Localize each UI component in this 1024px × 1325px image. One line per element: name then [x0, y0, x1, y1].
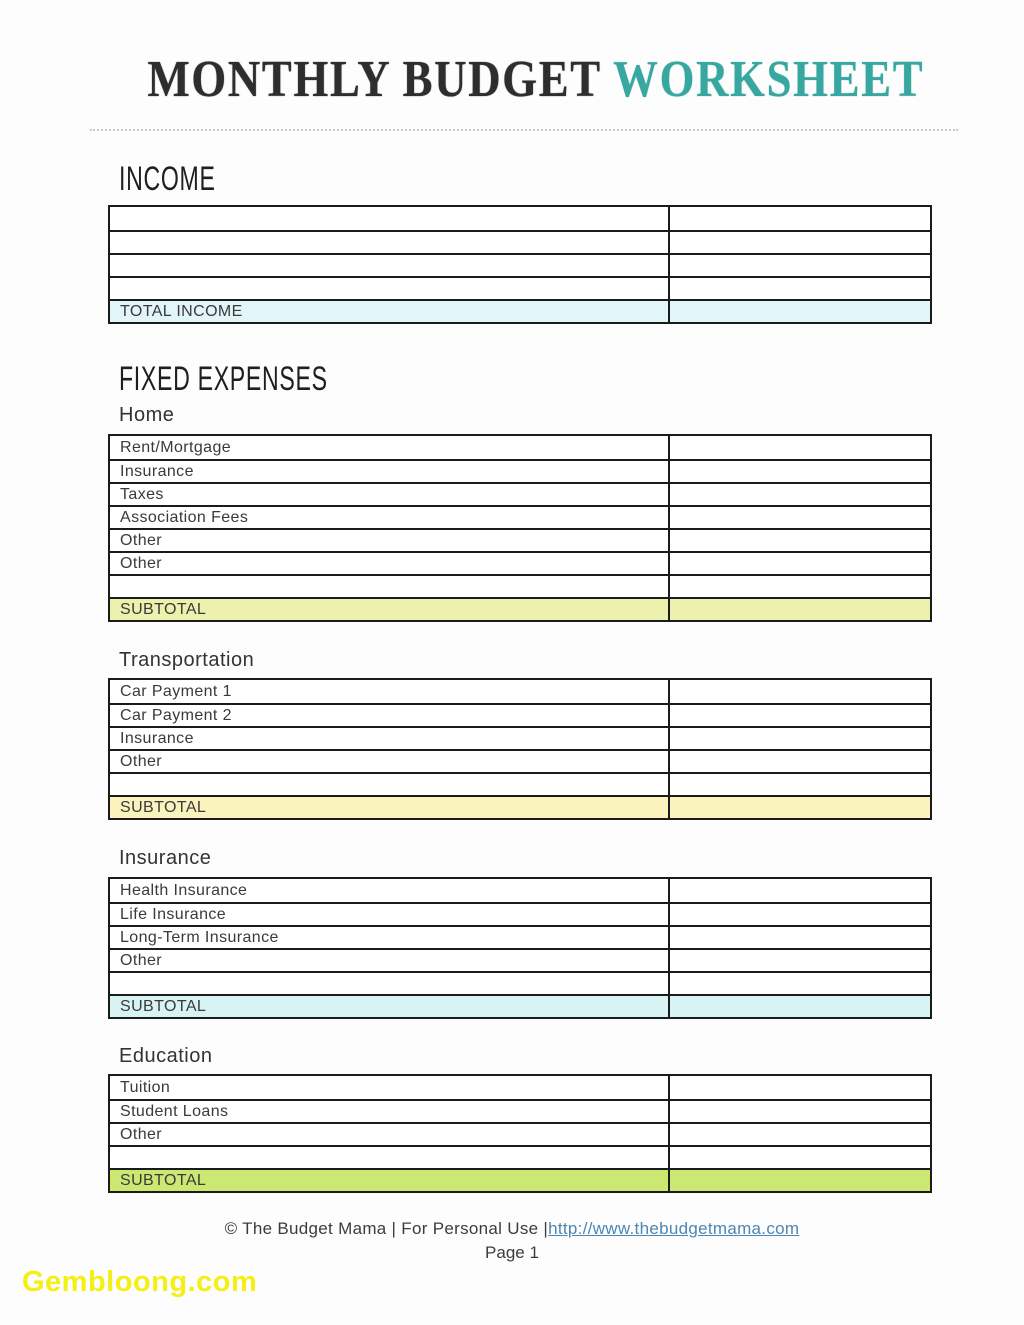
amount-cell — [668, 507, 930, 528]
expense-row — [110, 551, 930, 574]
expense-row — [110, 703, 930, 726]
expense-row — [110, 505, 930, 528]
transportation-expenses-table — [108, 678, 932, 820]
amount-cell — [668, 461, 930, 482]
subtotal-label: SUBTOTAL — [120, 600, 207, 618]
expense-row — [110, 879, 930, 902]
item-label-cell: Rent/Mortgage — [120, 438, 232, 456]
income-row-empty — [110, 276, 930, 299]
amount-cell — [668, 927, 930, 948]
amount-cell — [668, 1124, 930, 1145]
title-worksheet: WORKSHEET — [612, 51, 924, 108]
title-divider — [90, 129, 958, 131]
fixed-expenses-section-heading — [119, 360, 426, 399]
expense-row — [110, 1122, 930, 1145]
amount-cell — [668, 751, 930, 772]
amount-cell — [668, 879, 930, 902]
item-label-cell: Car Payment 1 — [120, 682, 232, 700]
amount-cell — [668, 797, 930, 818]
amount-cell — [668, 436, 930, 459]
item-label-cell: Insurance — [120, 729, 194, 747]
amount-cell — [668, 705, 930, 726]
subtotal-label: SUBTOTAL — [120, 1171, 207, 1189]
subtotal-label: SUBTOTAL — [120, 798, 207, 816]
item-label-cell: Association Fees — [120, 508, 249, 526]
item-label-cell: Other — [120, 752, 163, 770]
expense-row — [110, 902, 930, 925]
expense-row — [110, 528, 930, 551]
amount-cell — [668, 484, 930, 505]
expense-row-empty — [110, 772, 930, 795]
amount-cell — [668, 1170, 930, 1191]
item-label-cell: Tuition — [120, 1078, 171, 1096]
item-label-cell: Other — [120, 554, 163, 572]
education-expenses-table — [108, 1074, 932, 1193]
amount-cell — [668, 904, 930, 925]
expense-row — [110, 925, 930, 948]
home-expenses-table — [108, 434, 932, 622]
expense-row — [110, 436, 930, 459]
expense-row-empty — [110, 1145, 930, 1168]
item-label-cell: Life Insurance — [120, 905, 227, 923]
expense-row — [110, 1099, 930, 1122]
subtotal-row — [110, 597, 930, 620]
item-label-cell: Other — [120, 1125, 163, 1143]
item-label-cell: Other — [120, 951, 163, 969]
income-section-heading — [119, 160, 261, 199]
expense-row — [110, 1076, 930, 1099]
expense-row — [110, 459, 930, 482]
income-heading-text: INCOME — [119, 160, 216, 198]
item-label-cell: Student Loans — [120, 1102, 229, 1120]
expense-row — [110, 948, 930, 971]
title-monthly-budget: MONTHLY BUDGET — [147, 51, 613, 108]
footer-copyright-line — [0, 1219, 1024, 1239]
expense-row-empty — [110, 574, 930, 597]
page-number: Page 1 — [485, 1243, 539, 1262]
income-table — [108, 205, 932, 324]
group-label-transportation: Transportation — [119, 649, 255, 671]
amount-cell — [668, 530, 930, 551]
item-label-cell: Car Payment 2 — [120, 706, 232, 724]
expense-row-empty — [110, 971, 930, 994]
subtotal-row — [110, 795, 930, 818]
group-label-home: Home — [119, 404, 175, 426]
total-income-row — [110, 299, 930, 322]
income-row-empty — [110, 230, 930, 253]
item-label-cell: Health Insurance — [120, 881, 248, 899]
income-row-empty — [110, 207, 930, 230]
group-label-insurance: Insurance — [119, 847, 212, 869]
amount-cell — [668, 1147, 930, 1168]
amount-cell — [668, 728, 930, 749]
page-title — [21, 50, 924, 109]
amount-cell — [668, 774, 930, 795]
item-label-cell: Other — [120, 531, 163, 549]
amount-cell — [668, 1101, 930, 1122]
copyright-text: © The Budget Mama | For Personal Use | — [224, 1219, 549, 1238]
amount-cell — [668, 1076, 930, 1099]
amount-cell — [668, 255, 930, 276]
expense-row — [110, 680, 930, 703]
subtotal-row — [110, 994, 930, 1017]
amount-cell — [668, 278, 930, 299]
amount-cell — [668, 553, 930, 574]
expense-row — [110, 726, 930, 749]
expense-row — [110, 749, 930, 772]
item-label-cell: Taxes — [120, 485, 164, 503]
amount-cell — [668, 599, 930, 620]
amount-cell — [668, 680, 930, 703]
income-row-empty — [110, 253, 930, 276]
insurance-expenses-table — [108, 877, 932, 1019]
gembloong-watermark: Gembloong.com — [22, 1266, 258, 1298]
group-label-education: Education — [119, 1045, 213, 1067]
item-label-cell: Long-Term Insurance — [120, 928, 279, 946]
amount-cell — [668, 973, 930, 994]
amount-cell — [668, 207, 930, 230]
total-income-label: TOTAL INCOME — [120, 302, 243, 320]
amount-cell — [668, 232, 930, 253]
expense-row — [110, 482, 930, 505]
item-label-cell: Insurance — [120, 462, 194, 480]
amount-cell — [668, 301, 930, 322]
amount-cell — [668, 950, 930, 971]
subtotal-label: SUBTOTAL — [120, 997, 207, 1015]
subtotal-row — [110, 1168, 930, 1191]
amount-cell — [668, 996, 930, 1017]
budget-mama-link[interactable]: http://www.thebudgetmama.com — [548, 1219, 800, 1238]
amount-cell — [668, 576, 930, 597]
fixed-expenses-heading-text: FIXED EXPENSES — [119, 360, 328, 398]
